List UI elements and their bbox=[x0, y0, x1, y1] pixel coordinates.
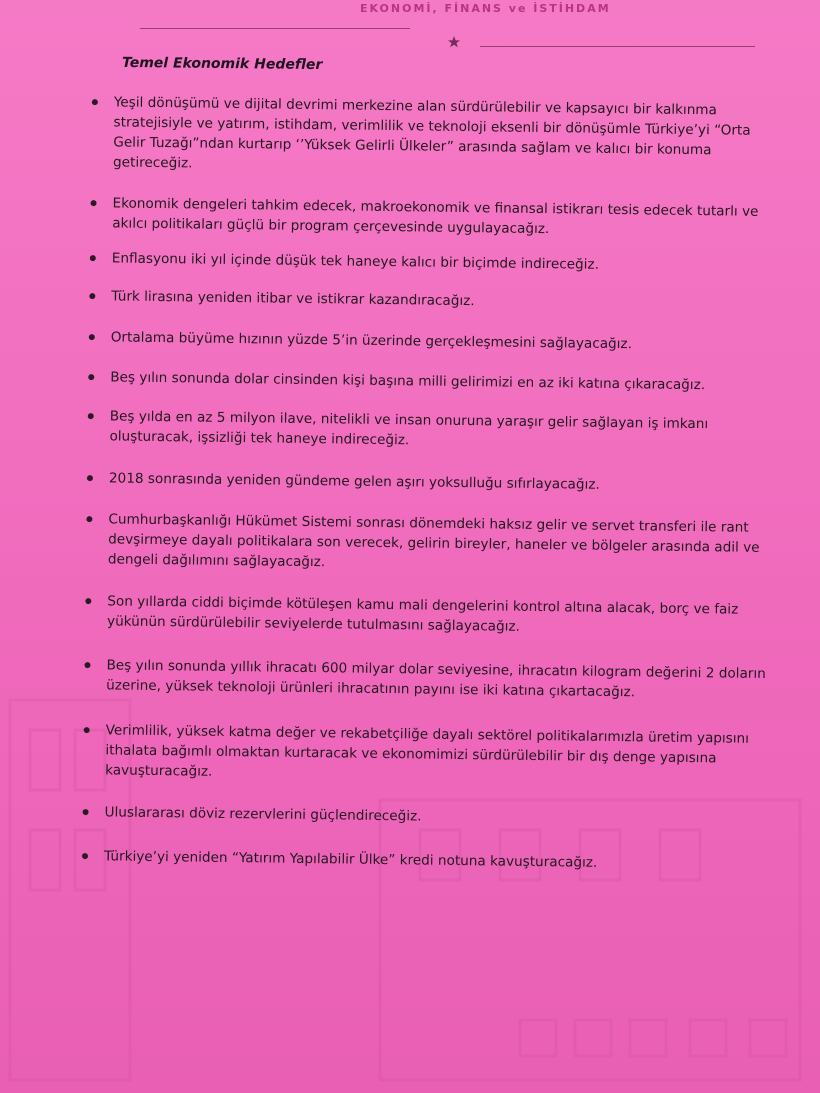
bullet-icon bbox=[89, 334, 95, 340]
list-item-text: Beş yılın sonunda dolar cinsinden kişi başına milli gelirimizi en az iki katına çıkaracağız. bbox=[110, 369, 706, 394]
list-item-text: Uluslararası döviz rezervlerini güçlendireceğiz. bbox=[104, 804, 422, 825]
list-item-text: Verimlilik, yüksek katma değer ve rekabetçiliğe dayalı sektörel politikalarımızla üretim yapısını ithalata bağımlı olmaktan kurtaracak ve ekonomimizi sürdürülebilir bir dış denge yapısına kavuşturacağız. bbox=[105, 722, 750, 780]
bullet-icon bbox=[84, 727, 90, 733]
list-item-text: Ekonomik dengeleri tahkim edecek, makroekonomik ve finansal istikrarı tesis edecek tutarlı ve akılcı politikaları güçlü bir program çerçevesinde uygulayacağız. bbox=[112, 195, 759, 238]
list-item-text: Türkiye’yi yeniden “Yatırım Yapılabilir Ülke” kredi notuna kavuşturacağız. bbox=[103, 848, 598, 871]
list-item-text: Ortalama büyüme hızının yüzde 5’in üzerinde gerçekleşmesini sağlayacağız. bbox=[110, 329, 633, 353]
list-item bbox=[79, 406, 779, 455]
list-item-text: Beş yılın sonunda yıllık ihracatı 600 milyar dolar seviyesine, ihracatın kilogram değerini 2 doların üzerine, yüksek teknoloji ürünleri ihracatının payını ise iki katına çıkartacağız. bbox=[106, 657, 766, 701]
bullet-icon bbox=[84, 662, 90, 668]
bullet-icon bbox=[82, 853, 88, 859]
bullet-icon bbox=[86, 516, 92, 522]
list-item bbox=[81, 286, 781, 315]
list-item bbox=[75, 720, 776, 789]
list-item bbox=[77, 591, 777, 640]
list-item bbox=[76, 655, 776, 704]
list-item-text: 2018 sonrasında yeniden gündeme gelen aşırı yoksulluğu sıfırlayacağız. bbox=[108, 470, 600, 493]
list-item bbox=[82, 193, 782, 242]
header-divider-right bbox=[480, 46, 755, 47]
list-item-text: Beş yılda en az 5 milyon ilave, nitelikli ve insan onuruna yaraşır gelir sağlayan iş imkanı oluşturacak, işsizliği tek haneye indireceğiz. bbox=[109, 408, 709, 449]
bullet-icon bbox=[92, 99, 98, 105]
header-divider-left bbox=[140, 28, 410, 29]
list-item-text: Cumhurbaşkanlığı Hükümet Sistemi sonrası dönemdeki haksız gelir ve servet transferi ile rant devşirmeye dayalı politikalara son verecek, gelirin bireyler, haneler ve bölgeler arasında adil ve dengeli dağılımını sağlayacağız. bbox=[107, 511, 760, 571]
bullet-icon bbox=[87, 475, 93, 481]
list-item-text: Türk lirasına yeniden itibar ve istikrar kazandıracağız. bbox=[111, 288, 475, 310]
page-header bbox=[0, 0, 820, 60]
bullet-icon bbox=[89, 293, 95, 299]
list-item bbox=[74, 802, 774, 831]
bullet-icon bbox=[88, 374, 94, 380]
bullet-icon bbox=[90, 255, 96, 261]
section-title: Temel Ekonomik Hedefler bbox=[121, 54, 323, 74]
list-item bbox=[80, 367, 780, 396]
list-item bbox=[78, 509, 779, 578]
list-item-text: Enflasyonu iki yıl içinde düşük tek haneye kalıcı bir biçimde indireceğiz. bbox=[111, 250, 600, 273]
list-item bbox=[83, 92, 784, 181]
goal-list bbox=[74, 92, 784, 875]
bullet-icon bbox=[88, 413, 94, 419]
crescent-star-icon bbox=[420, 24, 466, 60]
list-item-text: Son yıllarda ciddi biçimde kötüleşen kamu mali dengelerini kontrol altına alacak, borç ve faiz yükünün sürdürülebilir seviyelerde tutulmasını sağlayacağız. bbox=[106, 593, 739, 635]
list-item bbox=[82, 248, 782, 277]
bullet-icon bbox=[85, 598, 91, 604]
header-title: EKONOMİ, FİNANS ve İSTİHDAM bbox=[360, 2, 611, 15]
list-item bbox=[79, 468, 779, 497]
list-item-text: Yeşil dönüşümü ve dijital devrimi merkezine alan sürdürülebilir ve kapsayıcı bir kalkınma stratejisiyle ve yatırım, istihdam, verimlilik ve teknoloji eksenli bir dönüşümle Türkiye’yi “Orta Gelir Tuzağı”ndan kurtarıp ‘’Yüksek Gelirli Ülkeler” arasında sağlam ve kalıcı bir konuma getireceğiz. bbox=[112, 94, 751, 172]
bullet-icon bbox=[83, 809, 89, 815]
bullet-icon bbox=[91, 200, 97, 206]
list-item bbox=[81, 327, 781, 356]
